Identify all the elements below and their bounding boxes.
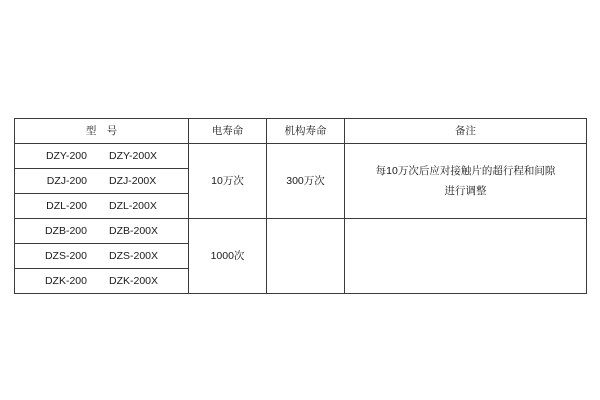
model-code-left: DZL-200: [46, 199, 87, 212]
model-code-left: DZJ-200: [46, 174, 87, 187]
remarks-cell-group2: [345, 219, 587, 294]
remarks-line-2: 进行调整: [444, 185, 487, 197]
column-header-model: [15, 119, 189, 144]
model-code-right: DZJ-200X: [109, 174, 157, 187]
table-body: [15, 144, 587, 294]
model-cell: [15, 219, 189, 244]
column-header-remarks: 备注: [345, 119, 587, 144]
model-cell: [15, 269, 189, 294]
model-code-right: DZK-200X: [108, 274, 159, 287]
model-code-right: DZL-200X: [109, 199, 157, 212]
model-code-right: DZS-200X: [108, 249, 159, 262]
spec-table: [14, 118, 587, 294]
model-code-right: DZY-200X: [109, 149, 158, 162]
remarks-cell-group1: [345, 144, 587, 219]
electrical-life-cell-group2: 1000次: [189, 219, 267, 294]
electrical-life-cell-group1: 10万次: [189, 144, 267, 219]
model-code-right: DZB-200X: [108, 224, 159, 237]
column-header-model-label: 型 号: [85, 124, 121, 137]
table-row: [15, 144, 587, 169]
column-header-electrical-life: 电寿命: [189, 119, 267, 144]
model-code-left: DZS-200: [44, 249, 87, 262]
model-cell: [15, 244, 189, 269]
model-cell: [15, 194, 189, 219]
mechanical-life-cell-group2: [267, 219, 345, 294]
table-header: [15, 119, 587, 144]
remarks-line-1: 每10万次后应对接触片的超行程和间隙: [375, 164, 556, 177]
spec-table-container: [14, 118, 586, 294]
model-code-left: DZB-200: [44, 224, 87, 237]
table-header-row: [15, 119, 587, 144]
mechanical-life-cell-group1: 300万次: [267, 144, 345, 219]
table-row: [15, 219, 587, 244]
model-code-left: DZK-200: [44, 274, 87, 287]
model-cell: [15, 169, 189, 194]
model-cell: [15, 144, 189, 169]
model-code-left: DZY-200: [45, 149, 87, 162]
column-header-mechanical-life: 机构寿命: [267, 119, 345, 144]
